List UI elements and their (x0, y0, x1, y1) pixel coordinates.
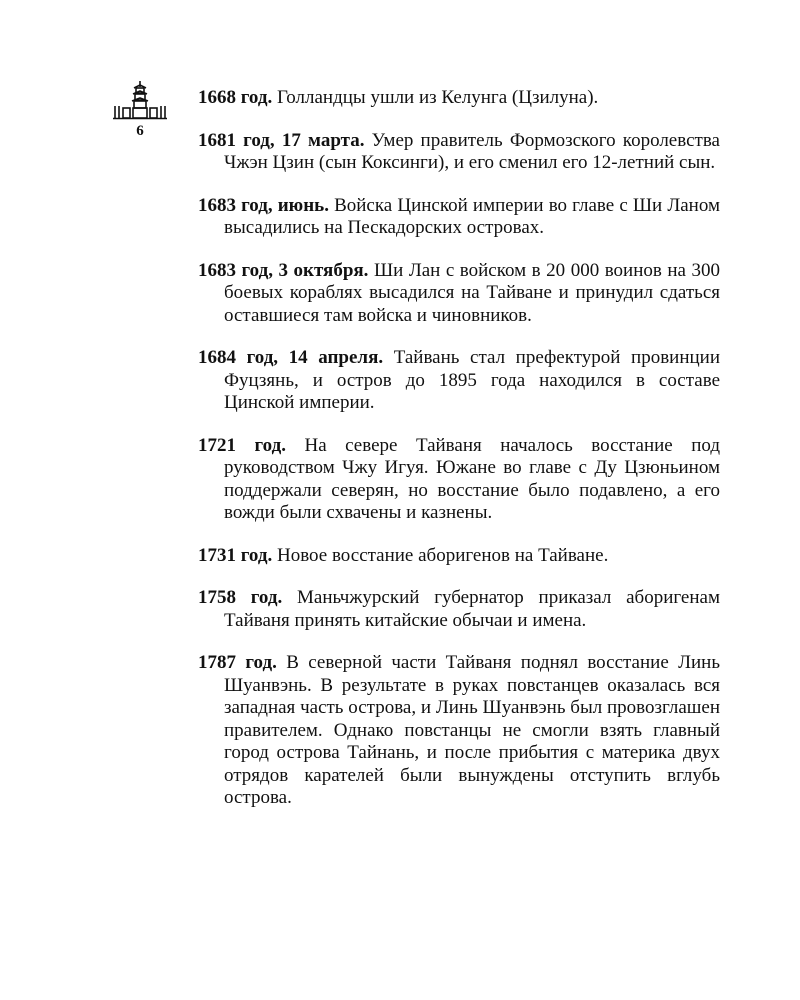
entry-date: 1683 год, 3 октября. (198, 259, 369, 281)
entry-date: 1684 год, 14 апреля. (198, 347, 384, 368)
chronology-entry (198, 130, 720, 175)
chronology-entry (198, 587, 720, 632)
chronology-text (198, 87, 720, 830)
entry-text: Голландцы ушли из Келунга (Цзилуна). (276, 87, 599, 108)
page-number: 6 (136, 123, 144, 139)
chronology-entry (198, 87, 720, 110)
entry-date: 1758 год. (198, 587, 283, 608)
entry-date: 1683 год, июнь. (198, 194, 329, 216)
entry-text: В северной части Тайваня поднял восстание Линь Шуанвэнь. В результате в руках повстанцев оказалась вся западная часть острова, и Линь Шуанвэнь был провозглашен правителем. Однако повстанцы не смогли взять главный город острова Тайнань, и после прибытия с материка двух отрядов карателей были вынуждены отступить вглубь острова. (224, 652, 721, 808)
entry-date: 1721 год. (198, 434, 286, 456)
entry-text: На севере Тайваня началось восстание под руководством Чжу Игуя. Южане во главе с Ду Цзюньином поддержали северян, но восстание было подавлено, а его вожди были схвачены и казнены. (224, 434, 720, 523)
entry-text: Тайвань стал префектурой провинции Фуцзянь, и остров до 1895 года находился в составе Цинской империи. (224, 347, 721, 413)
entry-date: 1681 год, 17 марта. (198, 129, 365, 151)
page-marker (112, 80, 168, 140)
chronology-entry (198, 652, 720, 810)
chronology-entry (198, 435, 720, 525)
entry-text: Войска Цинской империи во главе с Ши Ланом высадились на Пескадорских островах. (224, 194, 721, 238)
entry-date: 1787 год. (198, 652, 277, 673)
entry-text: Маньчжурский губернатор приказал аборигенам Тайваня принять китайские обычаи и имена. (224, 587, 720, 631)
chronology-entry (198, 260, 720, 328)
chronology-entry (198, 195, 720, 240)
entry-date: 1731 год. (198, 544, 273, 566)
entry-text: Ши Лан с войском в 20 000 воинов на 300 боевых кораблях высадился на Тайване и принудил сдаться оставшиеся там войска и чиновников. (224, 259, 720, 326)
chronology-entry (198, 347, 720, 415)
entry-date: 1668 год. (198, 87, 273, 108)
entry-text: Новое восстание аборигенов на Тайване. (276, 544, 609, 566)
chronology-entry (198, 545, 720, 568)
entry-text: Умер правитель Формозского королевства Чжэн Цзин (сын Коксинги), и его сменил его 12-летний сын. (224, 129, 720, 173)
pagoda-icon (112, 80, 168, 120)
